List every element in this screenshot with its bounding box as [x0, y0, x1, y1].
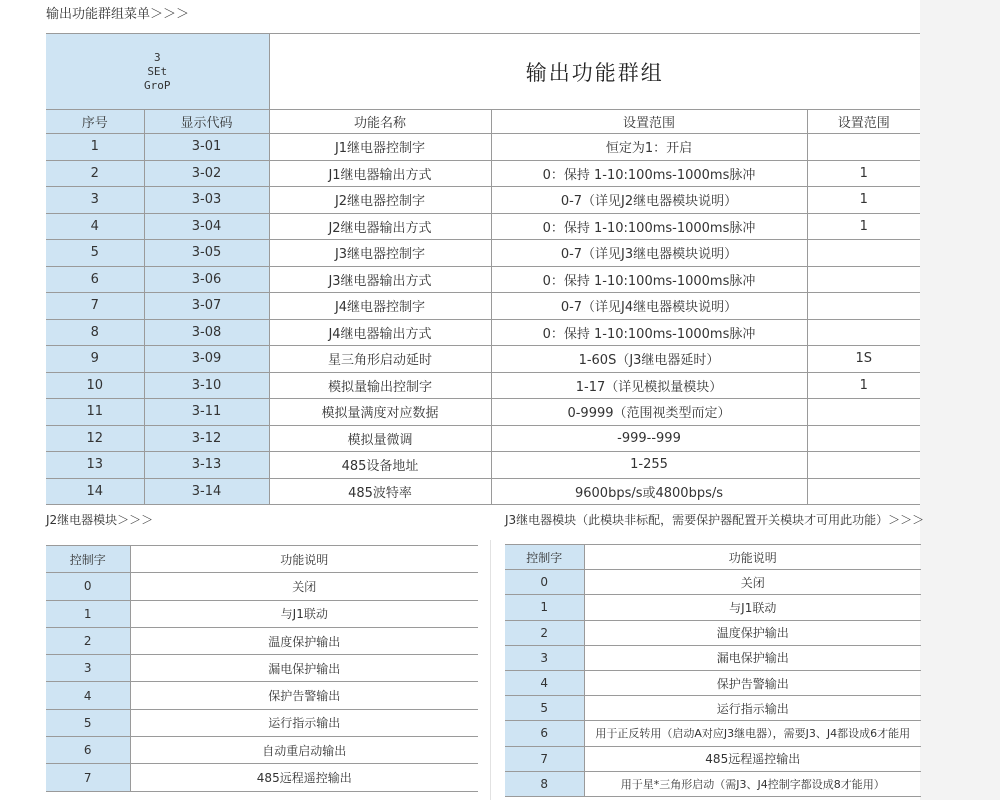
function-name: J1继电器控制字 [269, 134, 491, 161]
setting-range: 1-17（详见模拟量模块） [491, 372, 807, 399]
row-index: 1 [46, 134, 144, 161]
setting-range: 0-7（详见J4继电器模块说明） [491, 293, 807, 320]
col-header-control-word: 控制字 [46, 546, 130, 573]
function-name: J4继电器控制字 [269, 293, 491, 320]
function-description: 关闭 [130, 573, 478, 600]
default-value: 1S [807, 346, 920, 373]
function-description: 漏电保护输出 [130, 655, 478, 682]
setting-range: 0-9999（范围视类型而定） [491, 399, 807, 426]
function-description: 关闭 [584, 570, 921, 595]
setting-range: 0：保持 1-10:100ms-1000ms脉冲 [491, 213, 807, 240]
setting-range: 0：保持 1-10:100ms-1000ms脉冲 [491, 319, 807, 346]
menu-title: 输出功能群组菜单＞＞＞ [46, 7, 190, 22]
default-value [807, 240, 920, 267]
row-index: 7 [46, 293, 144, 320]
table-row [46, 399, 920, 426]
function-name: 模拟量满度对应数据 [269, 399, 491, 426]
row-index: 2 [46, 160, 144, 187]
function-description: 温度保护输出 [584, 620, 921, 645]
default-value [807, 266, 920, 293]
table-row [46, 187, 920, 214]
lcd-line: SEt [147, 64, 168, 78]
function-description: 485远程遥控输出 [130, 764, 478, 791]
setting-range: 0-7（详见J2继电器模块说明） [491, 187, 807, 214]
lcd-display [46, 51, 269, 93]
table-row [46, 346, 920, 373]
default-value: 1 [807, 160, 920, 187]
table-row [46, 240, 920, 267]
output-function-group-table [46, 33, 920, 505]
table-header-row [505, 545, 921, 570]
display-code: 3-12 [144, 425, 269, 452]
function-name: 模拟量输出控制字 [269, 372, 491, 399]
function-description: 温度保护输出 [130, 627, 478, 654]
col-header-control-word: 控制字 [505, 545, 584, 570]
default-value [807, 425, 920, 452]
function-description: 用于星*三角形启动（需J3、J4控制字都设成8才能用） [584, 771, 921, 796]
control-word: 6 [505, 721, 584, 746]
page-right-margin [920, 0, 1000, 800]
group-lcd-cell [46, 34, 269, 110]
default-value [807, 478, 920, 505]
default-value [807, 134, 920, 161]
setting-range: 9600bps/s或4800bps/s [491, 478, 807, 505]
col-header-code: 显示代码 [144, 110, 269, 134]
col-header-range: 设置范围 [491, 110, 807, 134]
display-code: 3-10 [144, 372, 269, 399]
display-code: 3-13 [144, 452, 269, 479]
row-index: 4 [46, 213, 144, 240]
control-word: 6 [46, 737, 130, 764]
function-name: J2继电器输出方式 [269, 213, 491, 240]
row-index: 3 [46, 187, 144, 214]
table-row [46, 682, 478, 709]
table-header-row [46, 546, 478, 573]
function-description: 485远程遥控输出 [584, 746, 921, 771]
default-value [807, 319, 920, 346]
table-row [46, 737, 478, 764]
row-index: 14 [46, 478, 144, 505]
table-row [46, 600, 478, 627]
display-code: 3-06 [144, 266, 269, 293]
setting-range: 1-255 [491, 452, 807, 479]
row-index: 12 [46, 425, 144, 452]
table-row [505, 620, 921, 645]
table-row [505, 645, 921, 670]
default-value [807, 452, 920, 479]
row-index: 5 [46, 240, 144, 267]
control-word: 0 [46, 573, 130, 600]
control-word: 4 [46, 682, 130, 709]
table-row [46, 478, 920, 505]
col-header-range-2: 设置范围 [807, 110, 920, 134]
default-value [807, 293, 920, 320]
default-value: 1 [807, 372, 920, 399]
row-index: 13 [46, 452, 144, 479]
display-code: 3-07 [144, 293, 269, 320]
control-word: 1 [46, 600, 130, 627]
table-row [46, 573, 478, 600]
control-word: 3 [46, 655, 130, 682]
control-word: 1 [505, 595, 584, 620]
row-index: 10 [46, 372, 144, 399]
function-name: 星三角形启动延时 [269, 346, 491, 373]
function-description: 保护告警输出 [584, 670, 921, 695]
default-value: 1 [807, 213, 920, 240]
function-description: 保护告警输出 [130, 682, 478, 709]
row-index: 9 [46, 346, 144, 373]
function-description: 自动重启动输出 [130, 737, 478, 764]
setting-range: 0：保持 1-10:100ms-1000ms脉冲 [491, 160, 807, 187]
control-word: 2 [505, 620, 584, 645]
function-name: J1继电器输出方式 [269, 160, 491, 187]
control-word: 7 [505, 746, 584, 771]
lcd-line: GroP [144, 78, 171, 92]
setting-range: 0：保持 1-10:100ms-1000ms脉冲 [491, 266, 807, 293]
function-name: J3继电器控制字 [269, 240, 491, 267]
table-row [46, 213, 920, 240]
table-row [505, 570, 921, 595]
control-word: 2 [46, 627, 130, 654]
display-code: 3-01 [144, 134, 269, 161]
display-code: 3-02 [144, 160, 269, 187]
lcd-line: 3 [153, 50, 161, 64]
table-row [46, 160, 920, 187]
table-row [46, 372, 920, 399]
table-row [46, 655, 478, 682]
table-row [46, 266, 920, 293]
display-code: 3-09 [144, 346, 269, 373]
control-word: 7 [46, 764, 130, 791]
function-name: 485设备地址 [269, 452, 491, 479]
table-row [46, 709, 478, 736]
setting-range: -999--999 [491, 425, 807, 452]
function-name: J2继电器控制字 [269, 187, 491, 214]
function-description: 运行指示输出 [584, 696, 921, 721]
row-index: 8 [46, 319, 144, 346]
display-code: 3-04 [144, 213, 269, 240]
col-header-description: 功能说明 [584, 545, 921, 570]
table-row [505, 746, 921, 771]
table-row [46, 764, 478, 791]
table-row [505, 595, 921, 620]
j2-module-title: J2继电器模块＞＞＞ [46, 513, 154, 527]
col-header-index: 序号 [46, 110, 144, 134]
setting-range: 1-60S（J3继电器延时） [491, 346, 807, 373]
default-value [807, 399, 920, 426]
table-row [46, 319, 920, 346]
group-title: 输出功能群组 [269, 34, 920, 110]
display-code: 3-08 [144, 319, 269, 346]
table-row [46, 425, 920, 452]
control-word: 3 [505, 645, 584, 670]
j3-module-title: J3继电器模块（此模块非标配，需要保护器配置开关模块才可用此功能）＞＞＞ [505, 513, 925, 527]
table-row [46, 293, 920, 320]
col-header-function: 功能名称 [269, 110, 491, 134]
row-index: 11 [46, 399, 144, 426]
table-row [46, 134, 920, 161]
setting-range: 0-7（详见J3继电器模块说明） [491, 240, 807, 267]
table-row [505, 771, 921, 796]
table-row [505, 670, 921, 695]
j2-module-table [46, 545, 478, 792]
function-description: 与J1联动 [130, 600, 478, 627]
table-header-row [46, 110, 920, 134]
default-value: 1 [807, 187, 920, 214]
function-description: 用于正反转用（启动A对应J3继电器），需要J3、J4都设成6才能用 [584, 721, 921, 746]
row-index: 6 [46, 266, 144, 293]
function-description: 与J1联动 [584, 595, 921, 620]
function-name: 模拟量微调 [269, 425, 491, 452]
display-code: 3-03 [144, 187, 269, 214]
function-description: 漏电保护输出 [584, 645, 921, 670]
display-code: 3-11 [144, 399, 269, 426]
control-word: 5 [505, 696, 584, 721]
table-row [505, 721, 921, 746]
setting-range: 恒定为1：开启 [491, 134, 807, 161]
table-row [46, 627, 478, 654]
j3-module-table [505, 544, 921, 797]
control-word: 0 [505, 570, 584, 595]
function-name: J4继电器输出方式 [269, 319, 491, 346]
control-word: 5 [46, 709, 130, 736]
display-code: 3-14 [144, 478, 269, 505]
function-name: 485波特率 [269, 478, 491, 505]
col-header-description: 功能说明 [130, 546, 478, 573]
function-name: J3继电器输出方式 [269, 266, 491, 293]
table-row [505, 696, 921, 721]
display-code: 3-05 [144, 240, 269, 267]
divider [490, 540, 491, 800]
control-word: 4 [505, 670, 584, 695]
table-row [46, 452, 920, 479]
function-description: 运行指示输出 [130, 709, 478, 736]
control-word: 8 [505, 771, 584, 796]
